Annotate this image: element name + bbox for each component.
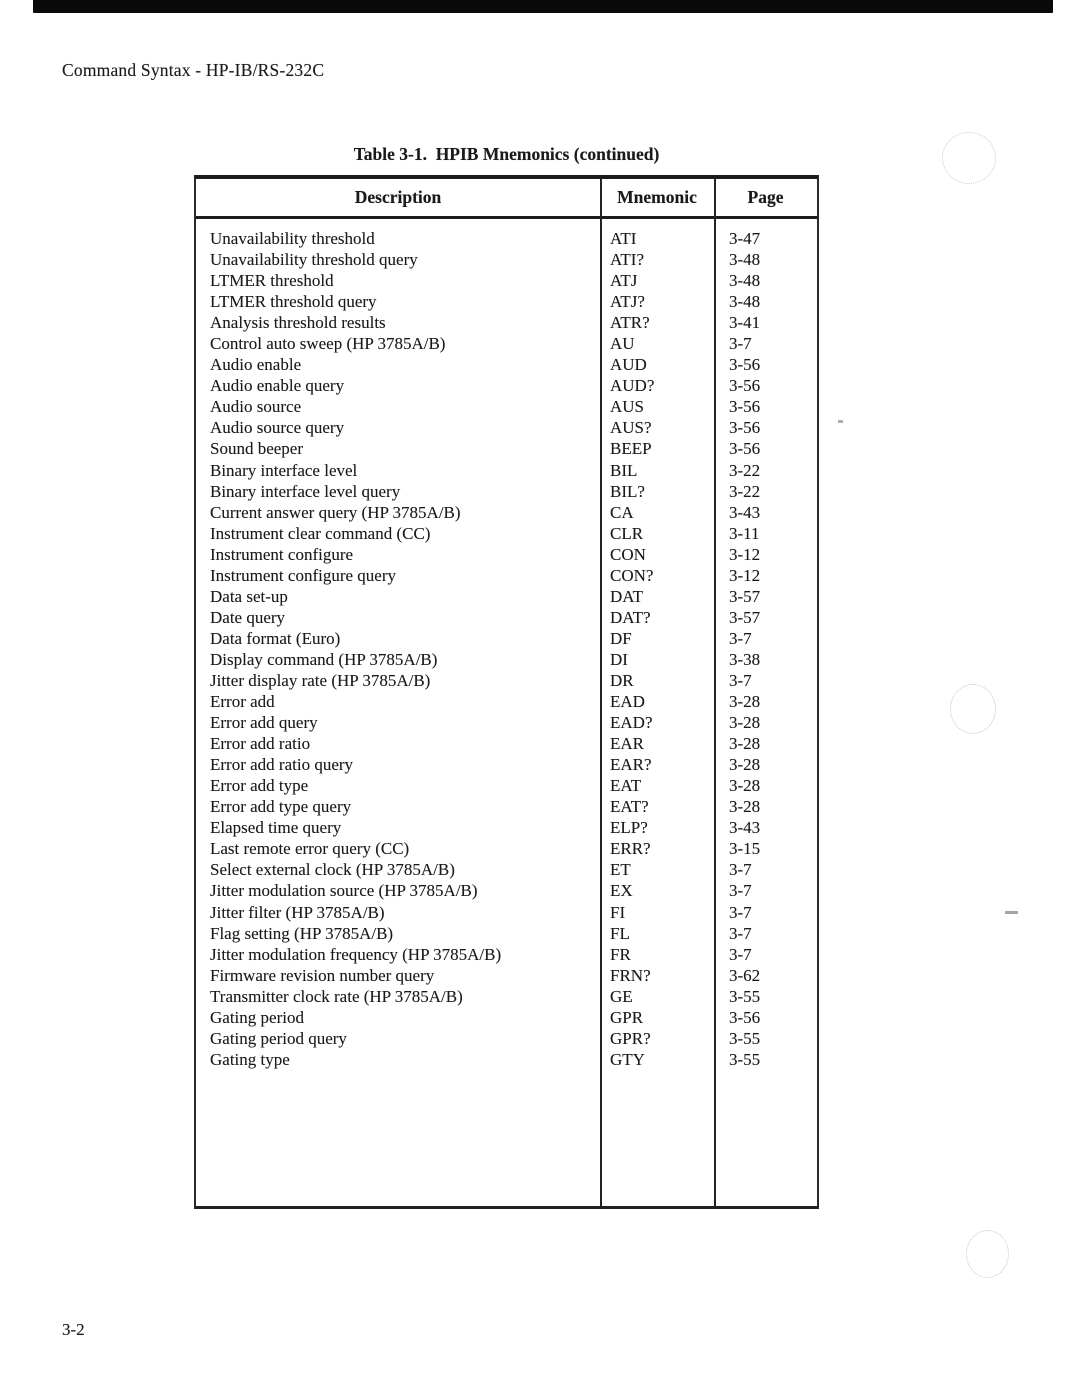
cell-description: Gating type <box>210 1049 290 1069</box>
scan-speck-dot <box>838 420 843 423</box>
table-row <box>196 333 817 354</box>
table-row <box>196 228 817 249</box>
table-row <box>196 291 817 312</box>
cell-page: 3-11 <box>729 523 760 543</box>
cell-description: Error add type query <box>210 797 352 817</box>
cell-mnemonic: AUS? <box>610 418 652 438</box>
cell-mnemonic: ERR? <box>610 839 651 859</box>
table-row <box>196 523 817 544</box>
cell-description: Binary interface level query <box>210 481 401 501</box>
table-row <box>196 754 817 775</box>
cell-description: Error add ratio query <box>210 755 354 775</box>
table-row <box>196 1007 817 1028</box>
table-row <box>196 1028 817 1049</box>
table-row <box>196 270 817 291</box>
cell-mnemonic: EAD? <box>610 713 653 733</box>
cell-page: 3-38 <box>729 649 761 669</box>
table-title: Table 3-1. HPIB Mnemonics (continued) <box>353 144 660 164</box>
cell-description: Elapsed time query <box>210 818 342 838</box>
cell-description: Analysis threshold results <box>210 313 386 333</box>
cell-description: Jitter filter (HP 3785A/B) <box>210 902 385 922</box>
table-row <box>196 375 817 396</box>
cell-page: 3-28 <box>729 755 761 775</box>
table-row <box>196 607 817 628</box>
cell-page: 3-56 <box>729 418 761 438</box>
cell-page: 3-28 <box>729 734 761 754</box>
cell-mnemonic: DF <box>610 628 632 648</box>
cell-description: Data set-up <box>210 586 288 606</box>
table-row <box>196 691 817 712</box>
cell-description: Data format (Euro) <box>210 628 341 648</box>
cell-description: Jitter display rate (HP 3785A/B) <box>210 670 431 690</box>
cell-mnemonic: CON? <box>610 565 654 585</box>
table-header-row <box>196 179 817 219</box>
cell-mnemonic: ATI? <box>610 250 644 270</box>
table-row <box>196 670 817 691</box>
cell-page: 3-57 <box>729 586 761 606</box>
cell-description: LTMER threshold query <box>210 292 377 312</box>
scan-artifact-circle-middle <box>950 684 996 734</box>
cell-description: Transmitter clock rate (HP 3785A/B) <box>210 986 463 1006</box>
table-row <box>196 796 817 817</box>
cell-mnemonic: DR <box>610 670 634 690</box>
table-row <box>196 586 817 607</box>
table-row <box>196 733 817 754</box>
cell-description: Instrument configure query <box>210 565 396 585</box>
cell-page: 3-7 <box>729 860 752 880</box>
cell-mnemonic: ATJ? <box>610 292 645 312</box>
table-row <box>196 1049 817 1070</box>
column-divider-description-mnemonic <box>600 179 602 1206</box>
cell-mnemonic: GPR <box>610 1007 644 1027</box>
cell-page: 3-56 <box>729 376 761 396</box>
cell-mnemonic: DAT? <box>610 607 651 627</box>
cell-mnemonic: ATI <box>610 229 637 248</box>
cell-description: Sound beeper <box>210 439 304 459</box>
cell-page: 3-7 <box>729 334 752 354</box>
cell-description: Gating period query <box>210 1028 347 1048</box>
cell-page: 3-47 <box>729 229 761 248</box>
table-row <box>196 817 817 838</box>
cell-description: Select external clock (HP 3785A/B) <box>210 860 455 880</box>
cell-mnemonic: FR <box>610 944 631 964</box>
cell-page: 3-15 <box>729 839 761 859</box>
cell-description: Instrument clear command (CC) <box>210 523 431 543</box>
cell-mnemonic: BEEP <box>610 439 652 459</box>
cell-description: Error add type <box>210 776 309 796</box>
cell-page: 3-28 <box>729 692 761 712</box>
cell-page: 3-28 <box>729 776 761 796</box>
cell-page: 3-12 <box>729 565 761 585</box>
cell-page: 3-55 <box>729 1049 761 1069</box>
cell-page: 3-48 <box>729 292 761 312</box>
cell-page: 3-48 <box>729 271 761 291</box>
cell-mnemonic: DAT <box>610 586 644 606</box>
cell-mnemonic: DI <box>610 649 628 669</box>
cell-description: Date query <box>210 607 286 627</box>
cell-description: Display command (HP 3785A/B) <box>210 649 438 669</box>
mnemonics-table <box>194 175 819 1209</box>
table-row <box>196 502 817 523</box>
column-header-mnemonic: Mnemonic <box>617 187 697 207</box>
cell-description: Audio enable query <box>210 376 345 396</box>
table-row <box>196 396 817 417</box>
cell-mnemonic: CON <box>610 544 646 564</box>
cell-page: 3-22 <box>729 481 761 501</box>
cell-page: 3-7 <box>729 902 752 922</box>
table-row <box>196 628 817 649</box>
cell-description: LTMER threshold <box>210 271 334 291</box>
scan-speck-dash <box>1005 911 1018 914</box>
cell-mnemonic: AU <box>610 334 635 354</box>
column-header-page: Page <box>747 187 784 207</box>
cell-mnemonic: ET <box>610 860 631 880</box>
cell-page: 3-56 <box>729 439 761 459</box>
scan-artifact-circle-bottom <box>966 1230 1009 1278</box>
cell-page: 3-56 <box>729 1007 761 1027</box>
cell-description: Control auto sweep (HP 3785A/B) <box>210 334 446 354</box>
cell-mnemonic: BIL? <box>610 481 645 501</box>
table-row <box>196 649 817 670</box>
cell-page: 3-55 <box>729 1028 761 1048</box>
table-row <box>196 838 817 859</box>
cell-mnemonic: GE <box>610 986 633 1006</box>
table-row <box>196 712 817 733</box>
cell-page: 3-62 <box>729 965 761 985</box>
cell-mnemonic: EAR? <box>610 755 652 775</box>
cell-mnemonic: GTY <box>610 1049 645 1069</box>
table-row <box>196 944 817 965</box>
table-row <box>196 354 817 375</box>
cell-mnemonic: CLR <box>610 523 644 543</box>
cell-mnemonic: CA <box>610 502 634 522</box>
column-divider-mnemonic-page <box>714 179 716 1206</box>
cell-description: Unavailability threshold query <box>210 250 418 270</box>
table-row <box>196 481 817 502</box>
cell-description: Error add <box>210 692 275 712</box>
cell-description: Jitter modulation frequency (HP 3785A/B) <box>210 944 502 964</box>
cell-description: Flag setting (HP 3785A/B) <box>210 923 394 943</box>
cell-mnemonic: FI <box>610 902 626 922</box>
table-row <box>196 249 817 270</box>
cell-page: 3-48 <box>729 250 761 270</box>
table-row <box>196 460 817 481</box>
table-row <box>196 417 817 438</box>
cell-mnemonic: EAT <box>610 776 642 796</box>
scan-edge-bar <box>33 0 1053 13</box>
cell-description: Audio enable <box>210 355 302 375</box>
table-row <box>196 902 817 923</box>
cell-page: 3-7 <box>729 670 752 690</box>
cell-mnemonic: GPR? <box>610 1028 651 1048</box>
table-row <box>196 775 817 796</box>
cell-mnemonic: FL <box>610 923 630 943</box>
table-row <box>196 438 817 459</box>
cell-page: 3-57 <box>729 607 761 627</box>
cell-page: 3-7 <box>729 923 752 943</box>
cell-mnemonic: ELP? <box>610 818 648 838</box>
cell-page: 3-56 <box>729 397 761 417</box>
cell-description: Error add ratio <box>210 734 311 754</box>
cell-description: Firmware revision number query <box>210 965 435 985</box>
cell-page: 3-28 <box>729 713 761 733</box>
cell-description: Binary interface level <box>210 460 358 480</box>
cell-description: Gating period <box>210 1007 304 1027</box>
cell-page: 3-43 <box>729 818 761 838</box>
cell-description: Last remote error query (CC) <box>210 839 410 859</box>
cell-page: 3-56 <box>729 355 761 375</box>
page-number: 3-2 <box>62 1320 85 1339</box>
cell-mnemonic: ATR? <box>610 313 650 333</box>
table-row <box>196 544 817 565</box>
cell-page: 3-7 <box>729 628 752 648</box>
table-body <box>196 219 817 1070</box>
cell-description: Error add query <box>210 713 318 733</box>
cell-description: Instrument configure <box>210 544 354 564</box>
cell-mnemonic: AUS <box>610 397 645 417</box>
cell-mnemonic: ATJ <box>610 271 638 291</box>
cell-page: 3-7 <box>729 944 752 964</box>
table-row <box>196 312 817 333</box>
cell-description: Unavailability threshold <box>210 229 375 248</box>
cell-page: 3-55 <box>729 986 761 1006</box>
table-row <box>196 859 817 880</box>
cell-page: 3-12 <box>729 544 761 564</box>
cell-mnemonic: AUD? <box>610 376 655 396</box>
table-row <box>196 565 817 586</box>
scan-artifact-circle-top <box>942 132 996 184</box>
cell-page: 3-43 <box>729 502 761 522</box>
cell-mnemonic: EX <box>610 881 633 901</box>
cell-page: 3-28 <box>729 797 761 817</box>
cell-description: Audio source query <box>210 418 345 438</box>
cell-page: 3-41 <box>729 313 761 333</box>
cell-mnemonic: BIL <box>610 460 638 480</box>
cell-description: Current answer query (HP 3785A/B) <box>210 502 461 522</box>
column-header-description: Description <box>354 187 442 207</box>
cell-mnemonic: EAR <box>610 734 644 754</box>
cell-mnemonic: EAT? <box>610 797 649 817</box>
running-header: Command Syntax - HP-IB/RS-232C <box>62 60 325 80</box>
table-row <box>196 923 817 944</box>
cell-description: Jitter modulation source (HP 3785A/B) <box>210 881 478 901</box>
table-row <box>196 986 817 1007</box>
cell-description: Audio source <box>210 397 302 417</box>
table-row <box>196 965 817 986</box>
cell-mnemonic: EAD <box>610 692 645 712</box>
cell-page: 3-22 <box>729 460 761 480</box>
cell-mnemonic: AUD <box>610 355 647 375</box>
cell-page: 3-7 <box>729 881 752 901</box>
table-row <box>196 880 817 901</box>
cell-mnemonic: FRN? <box>610 965 651 985</box>
